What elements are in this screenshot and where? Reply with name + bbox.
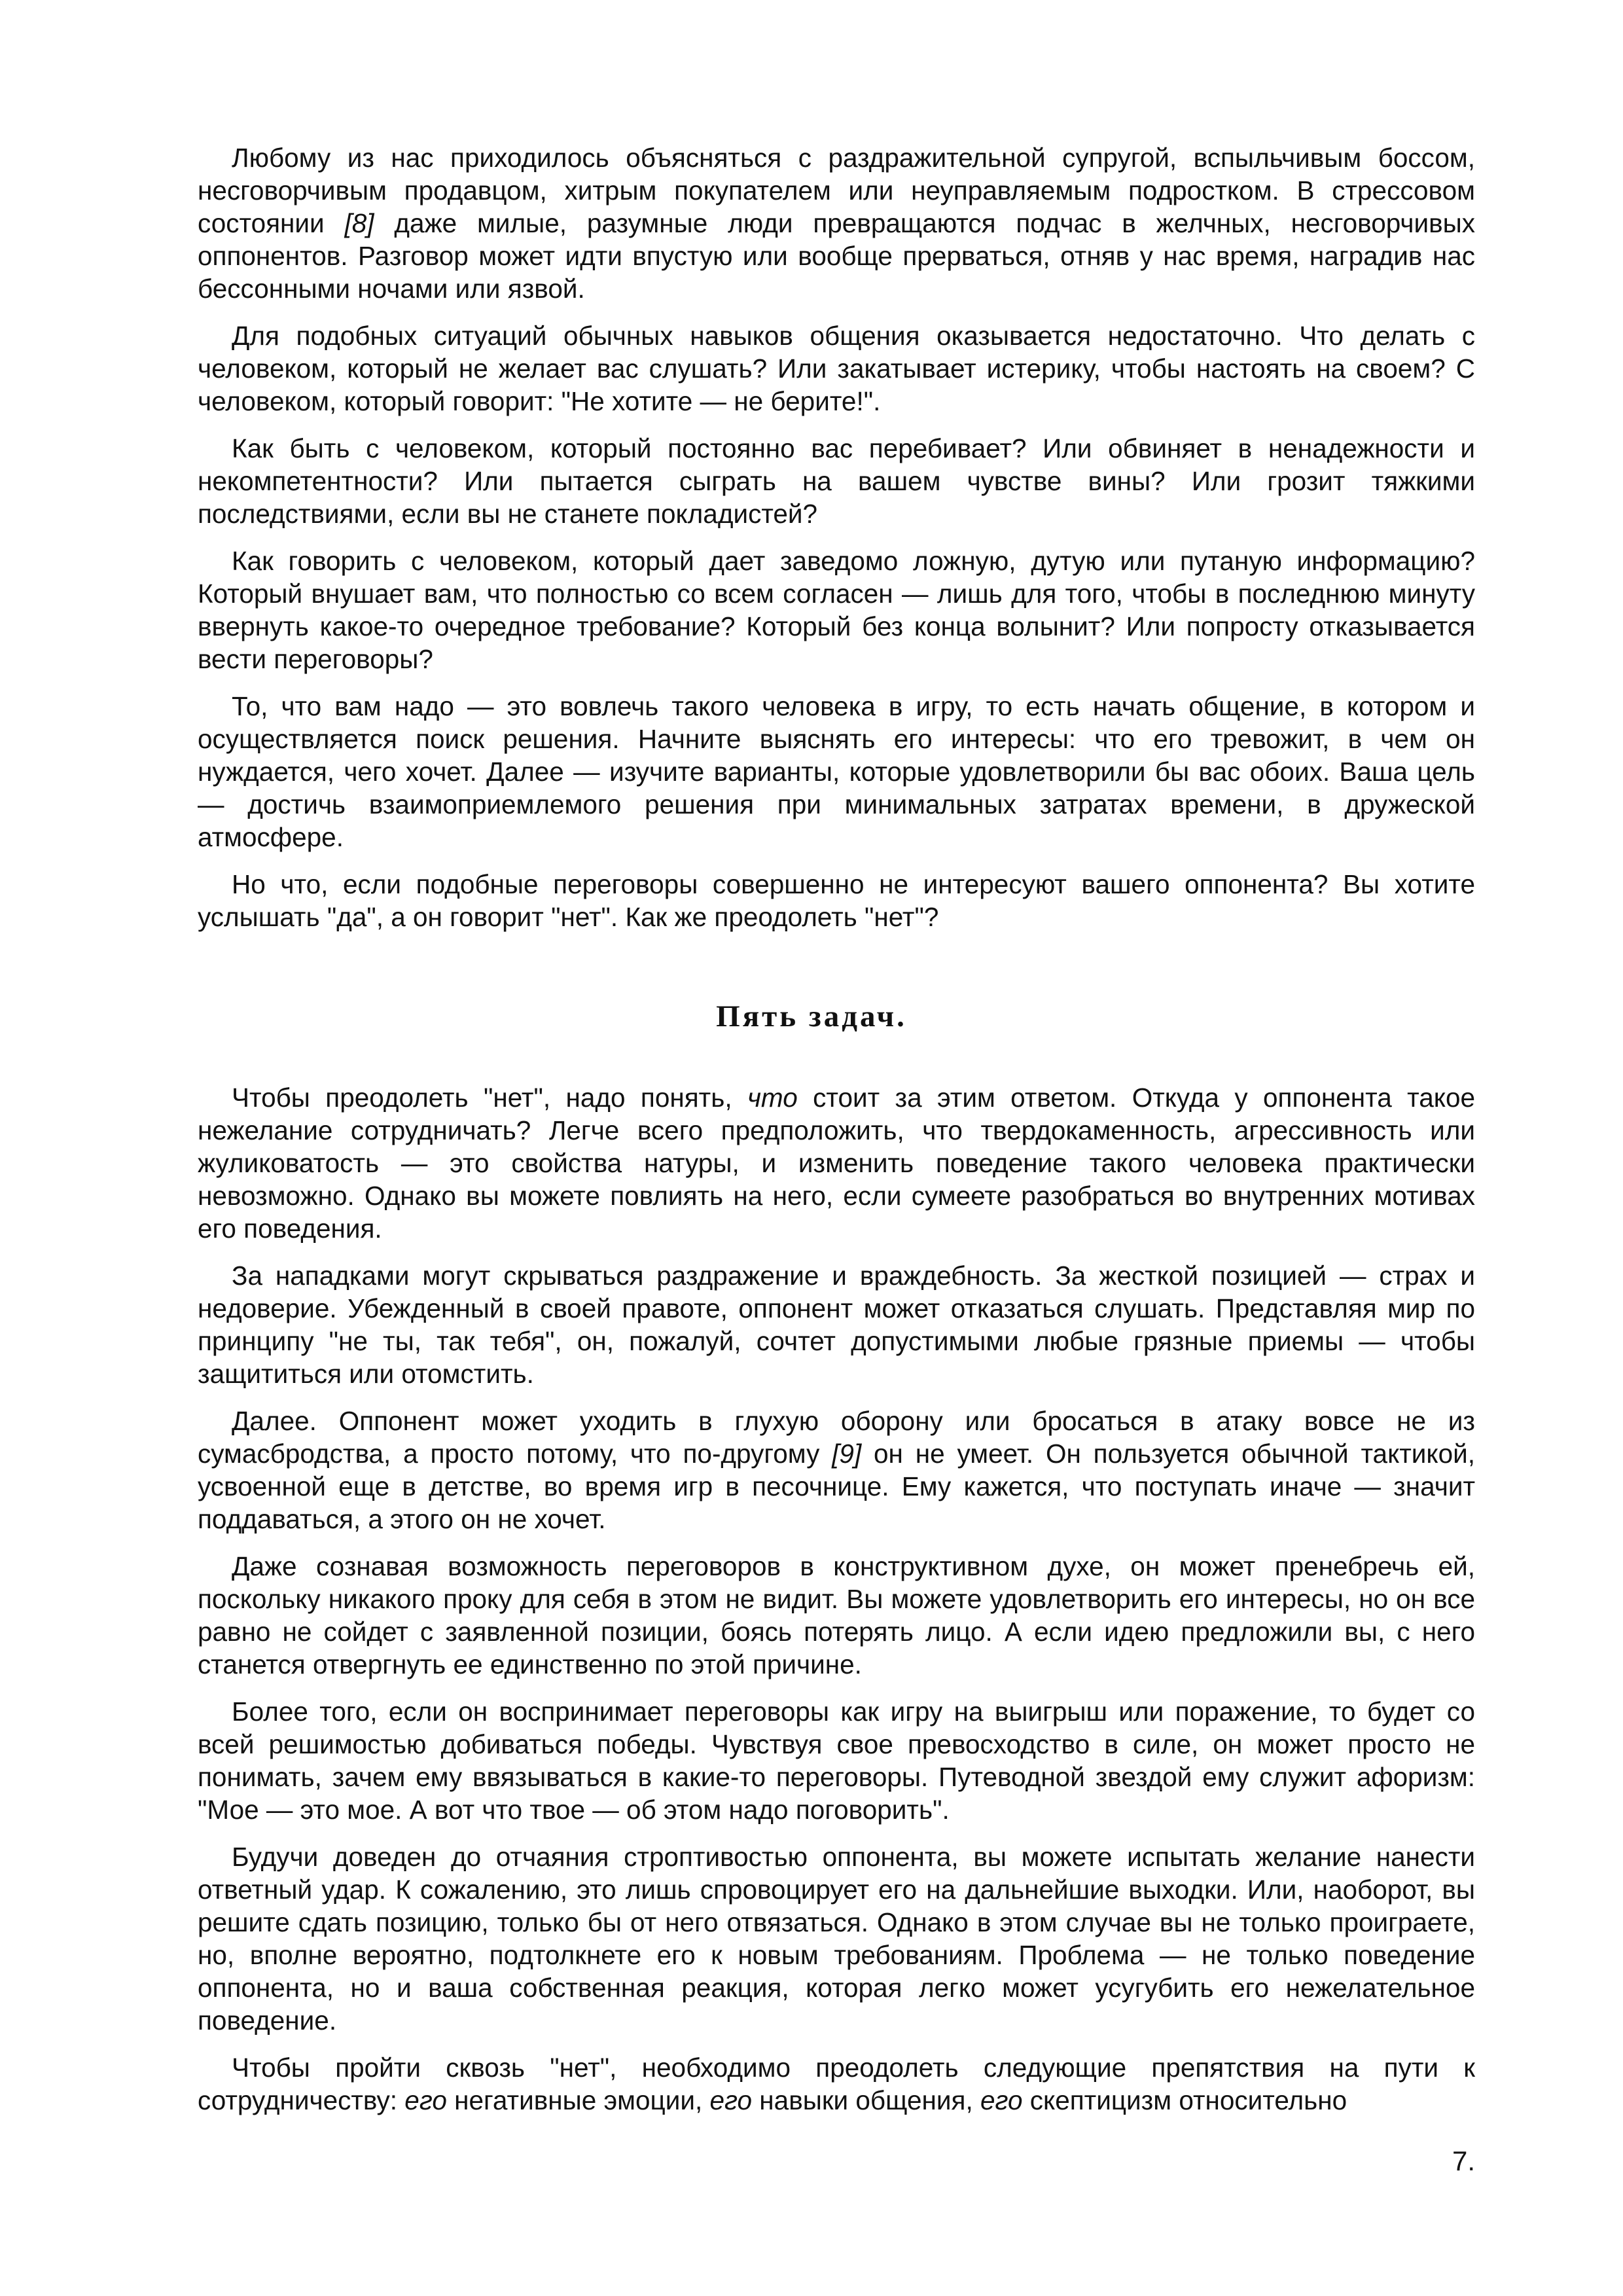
paragraph-text: Даже сознавая возможность переговоров в конструктивном духе, он может пренебречь ей, поскольку никакого проку для себя в этом не видит. Вы можете удовлетворить его интересы, но он все равно не сойдет с заявленной позиции, боясь потерять лицо. А если идею предложили вы, с него станется отвергнуть ее единственно по этой причине.	[198, 1551, 1475, 1679]
paragraph	[198, 1695, 1475, 1826]
paragraph	[198, 319, 1475, 418]
paragraph-text: Но что, если подобные переговоры совершенно не интересуют вашего оппонента? Вы хотите услышать "да", а он говорит "нет". Как же преодолеть "нет"?	[198, 869, 1475, 932]
italic-text: его	[404, 2085, 447, 2115]
paragraph-text: Чтобы преодолеть "нет", надо понять,	[232, 1083, 747, 1113]
paragraph	[198, 1840, 1475, 2037]
body-text-bottom	[198, 1081, 1475, 2117]
paragraph	[198, 868, 1475, 933]
section-heading: Пять задач.	[716, 999, 907, 1033]
paragraph-text: Как говорить с человеком, который дает заведомо ложную, дутую или путаную информацию? Который внушает вам, что полностью со всем согласен — лишь для того, чтобы в последнюю минуту ввернуть какое-то очередное требование? Который без конца волынит? Или попросту отказывается вести переговоры?	[198, 546, 1475, 674]
body-text-top	[198, 141, 1475, 933]
paragraph	[198, 1550, 1475, 1681]
paragraph	[198, 1405, 1475, 1535]
italic-text: что	[747, 1083, 798, 1113]
paragraph	[198, 432, 1475, 530]
paragraph-text: скептицизм относительно	[1022, 2085, 1347, 2115]
paragraph	[198, 141, 1475, 305]
paragraph-text: Более того, если он воспринимает переговоры как игру на выигрыш или поражение, то будет со всей решимостью добиваться победы. Чувствуя свое превосходство в силе, он может просто не понимать, зачем ему ввязываться в какие-то переговоры. Путеводной звездой ему служит афоризм: "Мое — это мое. А вот что твое — об этом надо поговорить".	[198, 1696, 1475, 1825]
paragraph-text: Далее. Оппонент может уходить в глухую оборону или бросаться в атаку вовсе не из сумасбродства, а просто потому, что по-другому	[198, 1406, 1475, 1469]
paragraph-text: То, что вам надо — это вовлечь такого человека в игру, то есть начать общение, в котором и осуществляется поиск решения. Начните выяснять его интересы: что его тревожит, в чем он нуждается, чего хочет. Далее — изучите варианты, которые удовлетворили бы вас обоих. Ваша цель — достичь взаимоприемлемого решения при минимальных затратах времени, в дружеской атмосфере.	[198, 691, 1475, 852]
paragraph-text: Как быть с человеком, который постоянно вас перебивает? Или обвиняет в ненадежности и некомпетентности? Или пытается сыграть на вашем чувстве вины? Или грозит тяжкими последствиями, если вы не станете покладистей?	[198, 433, 1475, 529]
paragraph	[198, 1259, 1475, 1390]
paragraph	[198, 1081, 1475, 1245]
paragraph-text: За нападками могут скрываться раздражение и враждебность. За жесткой позицией — страх и недоверие. Убежденный в своей правоте, оппонент может отказаться слушать. Представляя мир по принципу "не ты, так тебя", он, пожалуй, сочтет допустимыми любые грязные приемы — чтобы защититься или отомстить.	[198, 1261, 1475, 1389]
italic-text: его	[980, 2085, 1023, 2115]
page-number: 7.	[1452, 2145, 1475, 2176]
italic-text: [9]	[832, 1439, 862, 1469]
paragraph-text: он не умеет. Он пользуется обычной тактикой, усвоенной еще в детстве, во время игр в песочнице. Ему кажется, что поступать иначе — значит поддаваться, а этого он не хочет.	[198, 1439, 1475, 1534]
paragraph-text: Чтобы пройти сквозь "нет", необходимо преодолеть следующие препятствия на пути к сотрудничеству:	[198, 2053, 1475, 2115]
paragraph-text: Любому из нас приходилось объясняться с раздражительной супругой, вспыльчивым боссом, несговорчивым продавцом, хитрым покупателем или неуправляемым подростком. В стрессовом состоянии	[198, 143, 1475, 238]
paragraph	[198, 545, 1475, 675]
paragraph	[198, 690, 1475, 853]
paragraph-text: стоит за этим ответом. Откуда у оппонента такое нежелание сотрудничать? Легче всего предположить, что твердокаменность, агрессивность или жуликоватость — это свойства натуры, и изменить поведение такого человека практически невозможно. Однако вы можете повлиять на него, если сумеете разобраться во внутренних мотивах его поведения.	[198, 1083, 1475, 1244]
paragraph-text: даже милые, разумные люди превращаются подчас в желчных, несговорчивых оппонентов. Разговор может идти впустую или вообще прерваться, отняв у нас время, наградив нас бессонными ночами или язвой.	[198, 208, 1475, 304]
paragraph-text: навыки общения,	[752, 2085, 980, 2115]
paragraph	[198, 2051, 1475, 2117]
paragraph-text: негативные эмоции,	[446, 2085, 710, 2115]
paragraph-text: Для подобных ситуаций обычных навыков общения оказывается недостаточно. Что делать с человеком, который не желает вас слушать? Или закатывает истерику, чтобы настоять на своем? С человеком, который говорит: "Не хотите — не берите!".	[198, 321, 1475, 416]
italic-text: [8]	[344, 208, 374, 238]
italic-text: его	[709, 2085, 753, 2115]
paragraph-text: Будучи доведен до отчаяния строптивостью оппонента, вы можете испытать желание нанести ответный удар. К сожалению, это лишь спровоцирует его на дальнейшие выходки. Или, наоборот, вы решите сдать позицию, только бы от него отвязаться. Однако в этом случае вы не только проиграете, но, вполне вероятно, подтолкнете его к новым требованиям. Проблема — не только поведение оппонента, но и ваша собственная реакция, которая легко может усугубить его нежелательное поведение.	[198, 1842, 1475, 2036]
